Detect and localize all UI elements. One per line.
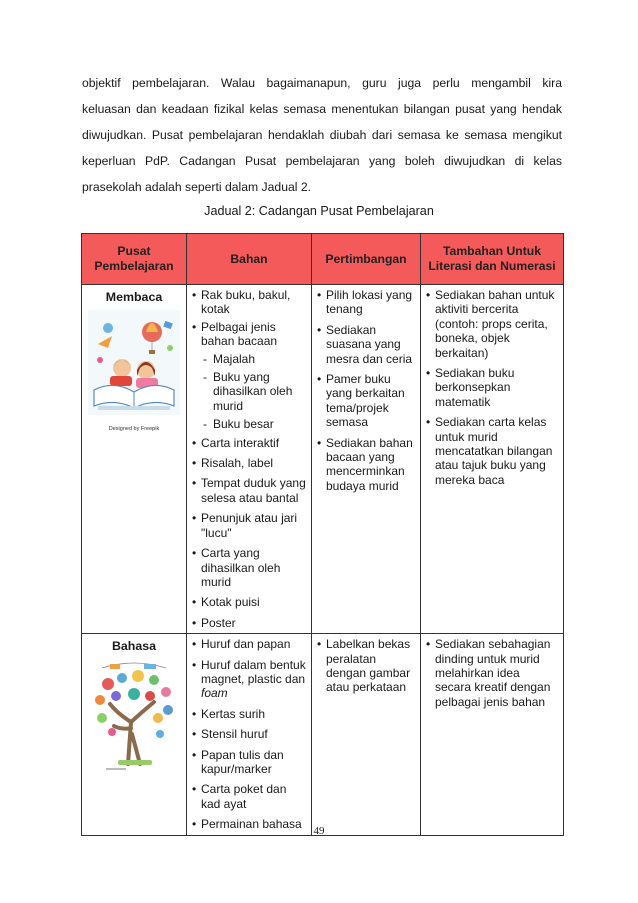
- list-item: • Carta interaktif: [191, 436, 307, 450]
- list-subitem: - Buku besar: [191, 417, 307, 431]
- list-item: • Huruf dan papan: [191, 637, 307, 651]
- list-subitem: - Majalah: [191, 352, 307, 366]
- header-pusat: Pusat Pembelajaran: [82, 234, 187, 285]
- reading-illustration: [88, 310, 180, 418]
- table-header-row: [82, 234, 564, 285]
- paragraph-line: keluasan dan keadaan fizikal kelas semasa menentukan bilangan pusat yang hendak: [82, 102, 562, 116]
- list-item: • Risalah, label: [191, 456, 307, 470]
- table-row: [82, 285, 564, 634]
- list-subitem: - Buku yang dihasilkan oleh murid: [191, 370, 307, 413]
- header-bahan: Bahan: [187, 234, 312, 285]
- item-italic-text: foam: [201, 686, 228, 701]
- bahan-cell: [187, 285, 312, 634]
- list-item: • Labelkan bekas peralatan dengan gambar atau perkataan: [316, 637, 416, 695]
- paragraph-line: prasekolah adalah seperti dalam Jadual 2.: [82, 180, 312, 194]
- image-credit: Designed by Freepik: [108, 425, 160, 432]
- item-text: Huruf dalam bentuk magnet, plastic dan: [201, 657, 306, 686]
- list-item: • Papan tulis dan kapur/marker: [191, 748, 307, 777]
- learning-centers-table: [81, 233, 564, 836]
- list-item: • Pelbagai jenis bahan bacaan: [191, 320, 307, 349]
- center-name: Membaca: [105, 290, 163, 304]
- pertimbangan-cell: [312, 634, 421, 835]
- list-item: • Permainan bahasa: [191, 817, 307, 831]
- table-caption: Jadual 2: Cadangan Pusat Pembelajaran: [204, 204, 434, 218]
- list-item: • Sediakan carta kelas untuk murid mencatatkan bilangan atau tajuk buku yang mereka baca: [425, 415, 559, 487]
- pertimbangan-cell: [312, 285, 421, 634]
- list-item: • Sediakan buku berkonsepkan matematik: [425, 366, 559, 409]
- page-number: 49: [313, 825, 325, 837]
- list-item: • Penunjuk atau jari "lucu": [191, 511, 307, 540]
- list-item: • Kotak puisi: [191, 595, 307, 609]
- center-cell: [82, 634, 187, 835]
- list-item: • Poster: [191, 616, 307, 630]
- paragraph-line: keperluan PdP. Cadangan Pusat pembelajaran yang boleh diwujudkan di kelas: [82, 154, 562, 168]
- list-item: • Sediakan bahan bacaan yang mencerminkan budaya murid: [316, 436, 416, 494]
- paragraph-line: objektif pembelajaran. Walau bagaimanapun, guru juga perlu mengambil kira: [82, 76, 562, 90]
- center-name: Bahasa: [111, 639, 157, 654]
- list-item: • Pamer buku yang berkaitan tema/projek semasa: [316, 372, 416, 430]
- paragraph-line: diwujudkan. Pusat pembelajaran hendaklah diubah dari semasa ke semasa mengikut: [82, 128, 562, 142]
- list-item: • Kertas surih: [191, 707, 307, 721]
- list-item: • Sediakan suasana yang mesra dan ceria: [316, 323, 416, 366]
- list-item: • Carta yang dihasilkan oleh murid: [191, 546, 307, 589]
- language-tree-illustration: [88, 660, 180, 778]
- header-tambahan: Tambahan Untuk Literasi dan Numerasi: [421, 234, 564, 285]
- list-item: [191, 658, 307, 701]
- table-row: [82, 634, 564, 835]
- header-pertimbangan: Pertimbangan: [312, 234, 421, 285]
- list-item: • Pilih lokasi yang tenang: [316, 288, 416, 317]
- body-paragraph: [82, 70, 562, 200]
- list-item: • Sediakan bahan untuk aktiviti bercerita (contoh: props cerita, boneka, objek berkaitan): [425, 288, 559, 360]
- tambahan-cell: [421, 634, 564, 835]
- list-item: • Sediakan sebahagian dinding untuk murid melahirkan idea secara kreatif dengan pelbagai jenis bahan: [425, 637, 559, 709]
- bahan-cell: [187, 634, 312, 835]
- center-cell: [82, 285, 187, 634]
- tambahan-cell: [421, 285, 564, 634]
- list-item: • Rak buku, bakul, kotak: [191, 288, 307, 317]
- list-item: • Stensil huruf: [191, 727, 307, 741]
- list-item: • Carta poket dan kad ayat: [191, 782, 307, 811]
- list-item: • Tempat duduk yang selesa atau bantal: [191, 476, 307, 505]
